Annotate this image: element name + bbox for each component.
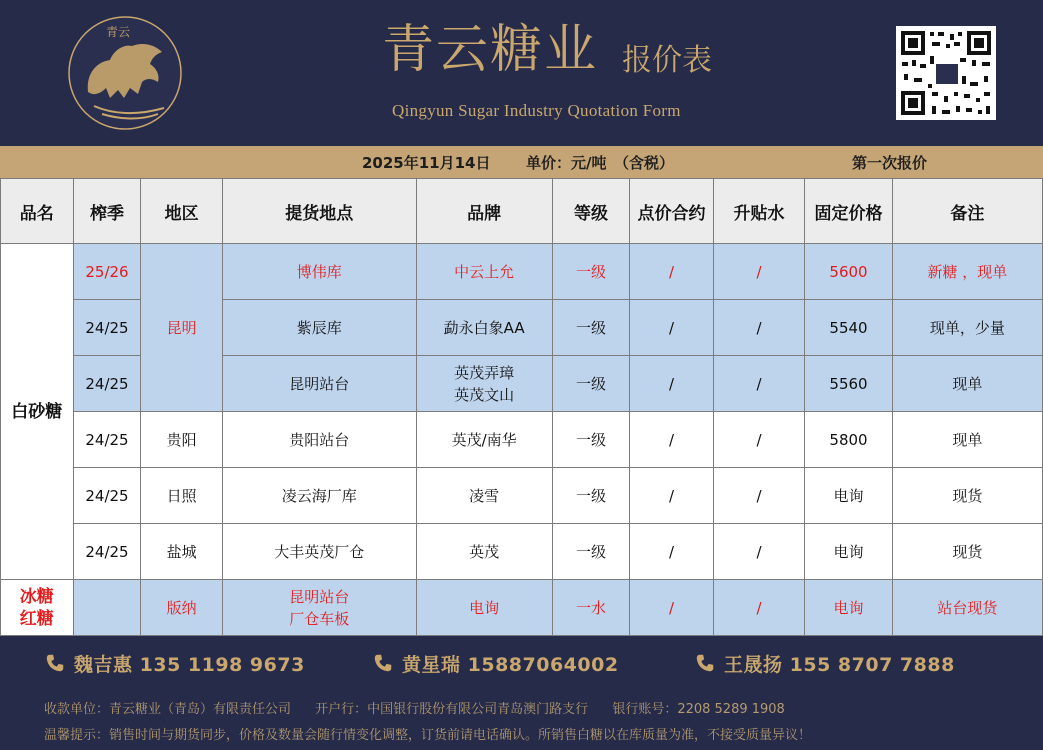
header-banner: [0, 0, 1043, 146]
col-header-grade: 等级: [552, 179, 630, 244]
contact-2[interactable]: [372, 650, 619, 677]
payment-info-line: [44, 698, 785, 717]
table-header-row: [1, 179, 1043, 244]
brand-cell: 英茂弄璋 英茂文山: [416, 356, 552, 412]
price-cell: 5800: [805, 412, 893, 468]
location-cell: 昆明站台: [222, 356, 416, 412]
region-cell: 昆明: [141, 244, 223, 412]
season-cell: [73, 580, 141, 636]
season-cell: 24/25: [73, 300, 141, 356]
contact-phone: 15887064002: [467, 654, 619, 676]
grade-cell: 一级: [552, 524, 630, 580]
col-header-fixed-price: 固定价格: [805, 179, 893, 244]
grade-cell: 一水: [552, 580, 630, 636]
quote-info-bar: [0, 146, 1043, 178]
contract-cell: /: [630, 524, 714, 580]
price-cell: 5600: [805, 244, 893, 300]
premium-cell: /: [713, 468, 804, 524]
region-cell: 贵阳: [141, 412, 223, 468]
payee: 收款单位：青云糖业（青岛）有限责任公司: [44, 702, 292, 717]
phone-icon: [372, 652, 394, 674]
footer-contacts: [0, 636, 1043, 750]
form-title: 报价表: [622, 43, 712, 78]
col-header-note: 备注: [892, 179, 1042, 244]
premium-cell: /: [713, 580, 804, 636]
contact-phone: 135 1198 9673: [139, 654, 305, 676]
note-cell: 现单: [892, 412, 1042, 468]
table-row: [1, 468, 1043, 524]
region-cell: 日照: [141, 468, 223, 524]
quote-date: 2025年11月14日: [362, 154, 491, 172]
grade-cell: 一级: [552, 300, 630, 356]
grade-cell: 一级: [552, 412, 630, 468]
brand-cell: 凌雪: [416, 468, 552, 524]
grade-cell: 一级: [552, 468, 630, 524]
location-cell: 紫辰库: [222, 300, 416, 356]
price-cell: 电询: [805, 468, 893, 524]
qilin-logo: [66, 14, 184, 132]
col-header-premium: 升贴水: [713, 179, 804, 244]
logo-text: 青云: [106, 25, 131, 39]
company-title: 青云糖业: [382, 20, 599, 80]
col-header-region: 地区: [141, 179, 223, 244]
contract-cell: /: [630, 412, 714, 468]
premium-cell: /: [713, 412, 804, 468]
location-cell: 博伟库: [222, 244, 416, 300]
quotation-table: [0, 178, 1043, 636]
season-cell: 24/25: [73, 468, 141, 524]
contract-cell: /: [630, 244, 714, 300]
price-cell: 5560: [805, 356, 893, 412]
note-cell: 现货: [892, 524, 1042, 580]
season-cell: 24/25: [73, 524, 141, 580]
contract-cell: /: [630, 580, 714, 636]
location-cell: 昆明站台 厂仓车板: [222, 580, 416, 636]
contract-cell: /: [630, 468, 714, 524]
product-cell-rock-brown-sugar: 冰糖 红糖: [1, 580, 74, 636]
price-cell: 电询: [805, 524, 893, 580]
col-header-brand: 品牌: [416, 179, 552, 244]
table-row: [1, 524, 1043, 580]
bank: 开户行：中国银行股份有限公司青岛澳门路支行: [315, 702, 589, 717]
table-row: [1, 580, 1043, 636]
premium-cell: /: [713, 244, 804, 300]
table-row: [1, 412, 1043, 468]
premium-cell: /: [713, 300, 804, 356]
region-cell: 版纳: [141, 580, 223, 636]
note-cell: 站台现货: [892, 580, 1042, 636]
price-unit: 单价：元/吨 （含税）: [526, 154, 674, 172]
season-cell: 25/26: [73, 244, 141, 300]
table-row: [1, 244, 1043, 300]
grade-cell: 一级: [552, 356, 630, 412]
note-cell: 现货: [892, 468, 1042, 524]
note-cell: 新糖 ，现单: [892, 244, 1042, 300]
col-header-product: 品名: [1, 179, 74, 244]
company-title-english: Qingyun Sugar Industry Quotation Form: [392, 101, 681, 120]
account: 银行账号：2208 5289 1908: [612, 702, 785, 717]
season-cell: 24/25: [73, 412, 141, 468]
phone-icon: [44, 652, 66, 674]
premium-cell: /: [713, 356, 804, 412]
notice: 温馨提示：销售时间与期货同步，价格及数量会随行情变化调整，订货前请电话确认。所销售白糖以在库质量为准，不接受质量异议！: [44, 728, 812, 743]
brand-cell: 勐永白象AA: [416, 300, 552, 356]
price-cell: 电询: [805, 580, 893, 636]
contact-3[interactable]: [694, 650, 955, 677]
contact-1[interactable]: [44, 650, 305, 677]
season-cell: 24/25: [73, 356, 141, 412]
brand-cell: 英茂/南华: [416, 412, 552, 468]
contact-name: 黄星瑞: [402, 654, 461, 676]
note-cell: 现单，少量: [892, 300, 1042, 356]
col-header-contract: 点价合约: [630, 179, 714, 244]
col-header-location: 提货地点: [222, 179, 416, 244]
grade-cell: 一级: [552, 244, 630, 300]
qr-code[interactable]: [896, 26, 996, 120]
brand-cell: 电询: [416, 580, 552, 636]
product-cell-white-sugar: 白砂糖: [1, 244, 74, 580]
location-cell: 大丰英茂厂仓: [222, 524, 416, 580]
price-cell: 5540: [805, 300, 893, 356]
contract-cell: /: [630, 356, 714, 412]
note-cell: 现单: [892, 356, 1042, 412]
quote-round: 第一次报价: [852, 154, 928, 172]
contact-name: 王晟扬: [724, 654, 783, 676]
contact-name: 魏吉惠: [74, 654, 133, 676]
brand-cell: 英茂: [416, 524, 552, 580]
brand-cell: 中云上允: [416, 244, 552, 300]
location-cell: 凌云海厂库: [222, 468, 416, 524]
contract-cell: /: [630, 300, 714, 356]
region-cell: 盐城: [141, 524, 223, 580]
contact-phone: 155 8707 7888: [789, 654, 955, 676]
phone-icon: [694, 652, 716, 674]
location-cell: 贵阳站台: [222, 412, 416, 468]
premium-cell: /: [713, 524, 804, 580]
col-header-season: 榨季: [73, 179, 141, 244]
